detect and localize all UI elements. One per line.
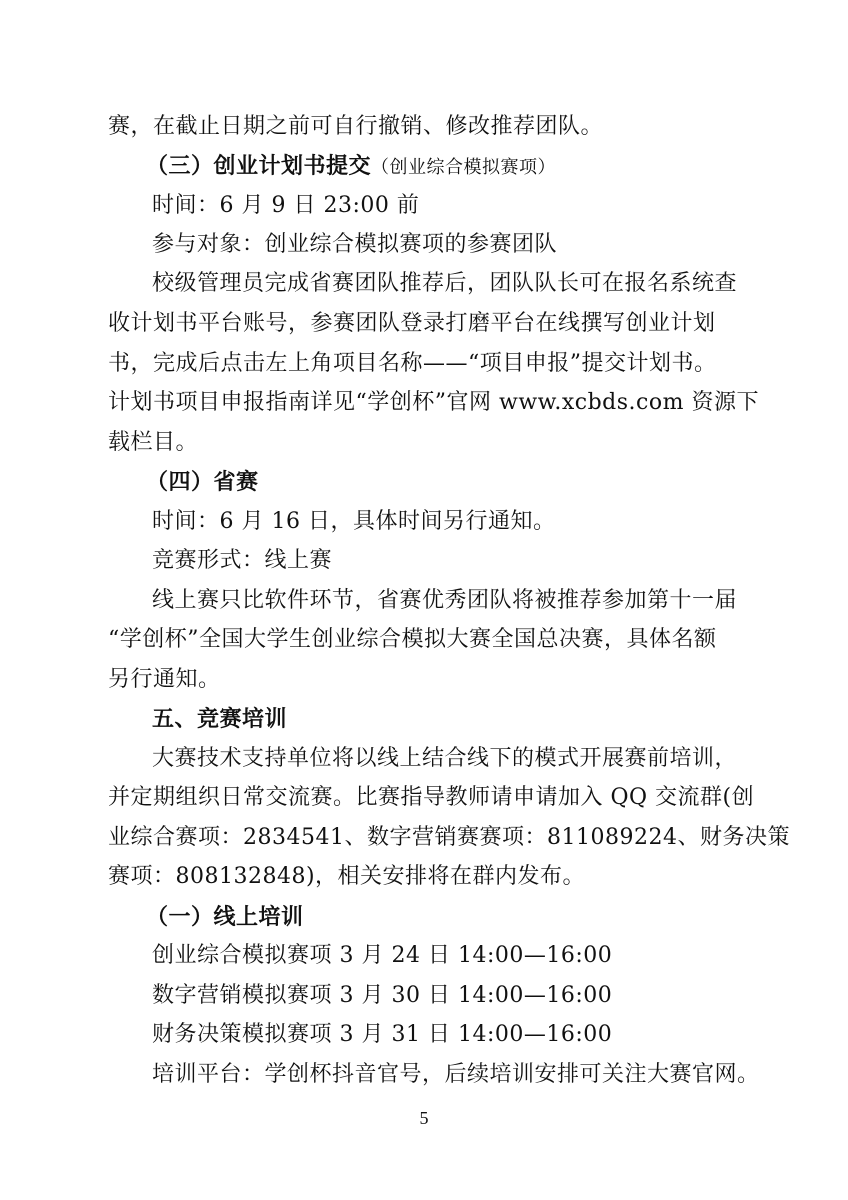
paragraph-line: 赛，在截止日期之前可自行撤销、修改推荐团队。 bbox=[108, 114, 604, 139]
heading-text: （三）创业计划书提交 bbox=[146, 153, 372, 179]
paragraph-line: 书，完成后点击左上角项目名称——“项目申报”提交计划书。 bbox=[108, 351, 717, 376]
paragraph-line: 赛项：808132848)，相关安排将在群内发布。 bbox=[108, 864, 586, 889]
section-heading-plan-submission bbox=[146, 151, 796, 183]
paragraph-line: 计划书项目申报指南详见“学创杯”官网 www.xcbds.com 资源下 bbox=[108, 390, 759, 415]
schedule-line: 创业综合模拟赛项 3 月 24 日 14:00—16:00 bbox=[152, 943, 613, 968]
paragraph-line: 时间：6 月 9 日 23:00 前 bbox=[152, 193, 420, 218]
paragraph-line: 时间：6 月 16 日，具体时间另行通知。 bbox=[152, 509, 556, 534]
paragraph-line: 载栏目。 bbox=[108, 430, 199, 455]
paragraph-line: 大赛技术支持单位将以线上结合线下的模式开展赛前培训， bbox=[152, 746, 738, 771]
paragraph-line: 收计划书平台账号，参赛团队登录打磨平台在线撰写创业计划 bbox=[108, 311, 716, 336]
section-heading-training: 五、竞赛培训 bbox=[152, 706, 288, 732]
heading-note: （创业综合模拟赛项） bbox=[371, 157, 557, 178]
schedule-line: 数字营销模拟赛项 3 月 30 日 14:00—16:00 bbox=[152, 983, 613, 1008]
paragraph-line: 校级管理员完成省赛团队推荐后，团队队长可在报名系统查 bbox=[152, 271, 738, 296]
paragraph-line: 培训平台：学创杯抖音官号，后续培训安排可关注大赛官网。 bbox=[152, 1062, 760, 1087]
paragraph-line: 竞赛形式：线上赛 bbox=[152, 548, 333, 573]
section-heading-provincial: （四）省赛 bbox=[146, 469, 259, 495]
schedule-line: 财务决策模拟赛项 3 月 31 日 14:00—16:00 bbox=[152, 1022, 613, 1047]
paragraph-line: 参与对象：创业综合模拟赛项的参赛团队 bbox=[152, 232, 558, 257]
page-number: 5 bbox=[419, 1108, 429, 1128]
section-heading-online-training: （一）线上培训 bbox=[146, 904, 304, 930]
paragraph-line: 业综合赛项：2834541、数字营销赛赛项：811089224、财务决策 bbox=[108, 825, 790, 850]
paragraph-line: 线上赛只比软件环节，省赛优秀团队将被推荐参加第十一届 bbox=[152, 588, 738, 613]
paragraph-line: 另行通知。 bbox=[108, 667, 221, 692]
paragraph-line: “学创杯”全国大学生创业综合模拟大赛全国总决赛，具体名额 bbox=[108, 627, 717, 652]
paragraph-line: 并定期组织日常交流赛。比赛指导教师请申请加入 QQ 交流群(创 bbox=[108, 785, 755, 810]
